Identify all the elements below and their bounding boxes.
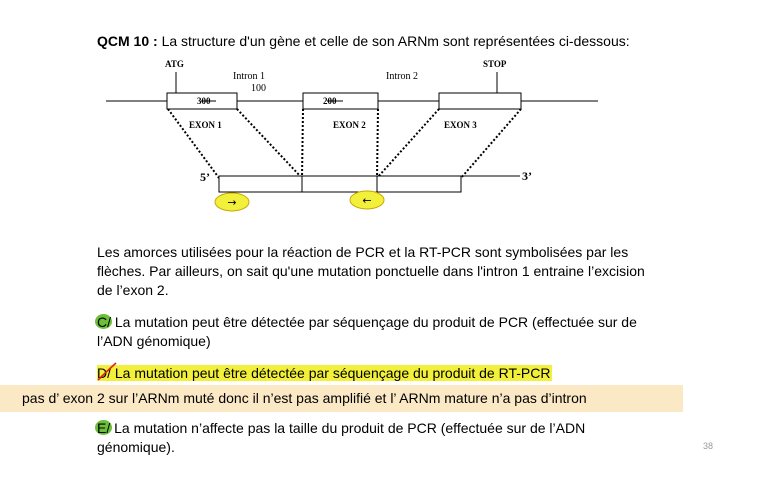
- five-prime-label: 5’: [200, 170, 210, 184]
- stop-label: STOP: [483, 59, 507, 69]
- question-statement: La structure d'un gène et celle de son ARNm sont représentées ci-dessous:: [157, 33, 630, 49]
- question-label: QCM 10 :: [97, 33, 158, 49]
- option-e-letter: E/: [97, 420, 111, 436]
- option-e: [97, 419, 657, 457]
- option-e-text: La mutation n’affecte pas la taille du produit de PCR (effectuée sur de l’ADN génomique).: [97, 420, 586, 455]
- option-d-letter: D/: [97, 365, 111, 381]
- mrna-box: [219, 176, 461, 192]
- option-c: [97, 313, 657, 351]
- three-prime-label: 3’: [522, 169, 532, 183]
- context-paragraph: Les amorces utilisées pour la réaction de PCR et la RT-PCR sont symbolisées par les flèches. Par ailleurs, on sait qu'une mutation ponctuelle dans l'intron 1 entraine l’excision de l’exon 2.: [97, 244, 645, 298]
- page-number: 38: [703, 441, 714, 451]
- exon1-size: 300: [197, 96, 211, 106]
- gene-diagram: [0, 0, 761, 230]
- intron1-size: 100: [251, 83, 266, 94]
- splice-line-4: [377, 109, 378, 178]
- option-d-text: La mutation peut être détectée par séquençage du produit de RT-PCR: [111, 365, 551, 381]
- exon1-label: EXON 1: [189, 120, 222, 130]
- annotation-note: pas d’ exon 2 sur l’ARNm muté donc il n’est pas amplifié et l’ ARNm mature n’a pas d’intron: [22, 390, 587, 406]
- splice-line-5: [377, 109, 439, 178]
- option-c-text: La mutation peut être détectée par séquençage du produit de PCR (effectuée sur de l’ADN génomique): [97, 314, 637, 349]
- option-d: [97, 364, 552, 383]
- wrong-mark-icon: [95, 361, 119, 383]
- exon3-label: EXON 3: [444, 120, 477, 130]
- intron1-label: Intron 1: [233, 71, 265, 82]
- atg-label: ATG: [165, 59, 184, 69]
- intron2-label: Intron 2: [386, 71, 418, 82]
- primer-forward-icon: →: [227, 196, 237, 209]
- primer-reverse-icon: ←: [362, 194, 372, 207]
- splice-line-2: [237, 109, 302, 178]
- exon3-box: [439, 93, 521, 109]
- exon2-label: EXON 2: [333, 120, 366, 130]
- splice-line-3: [302, 109, 303, 178]
- exon2-size: 200: [323, 96, 337, 106]
- option-c-letter: C/: [97, 314, 111, 330]
